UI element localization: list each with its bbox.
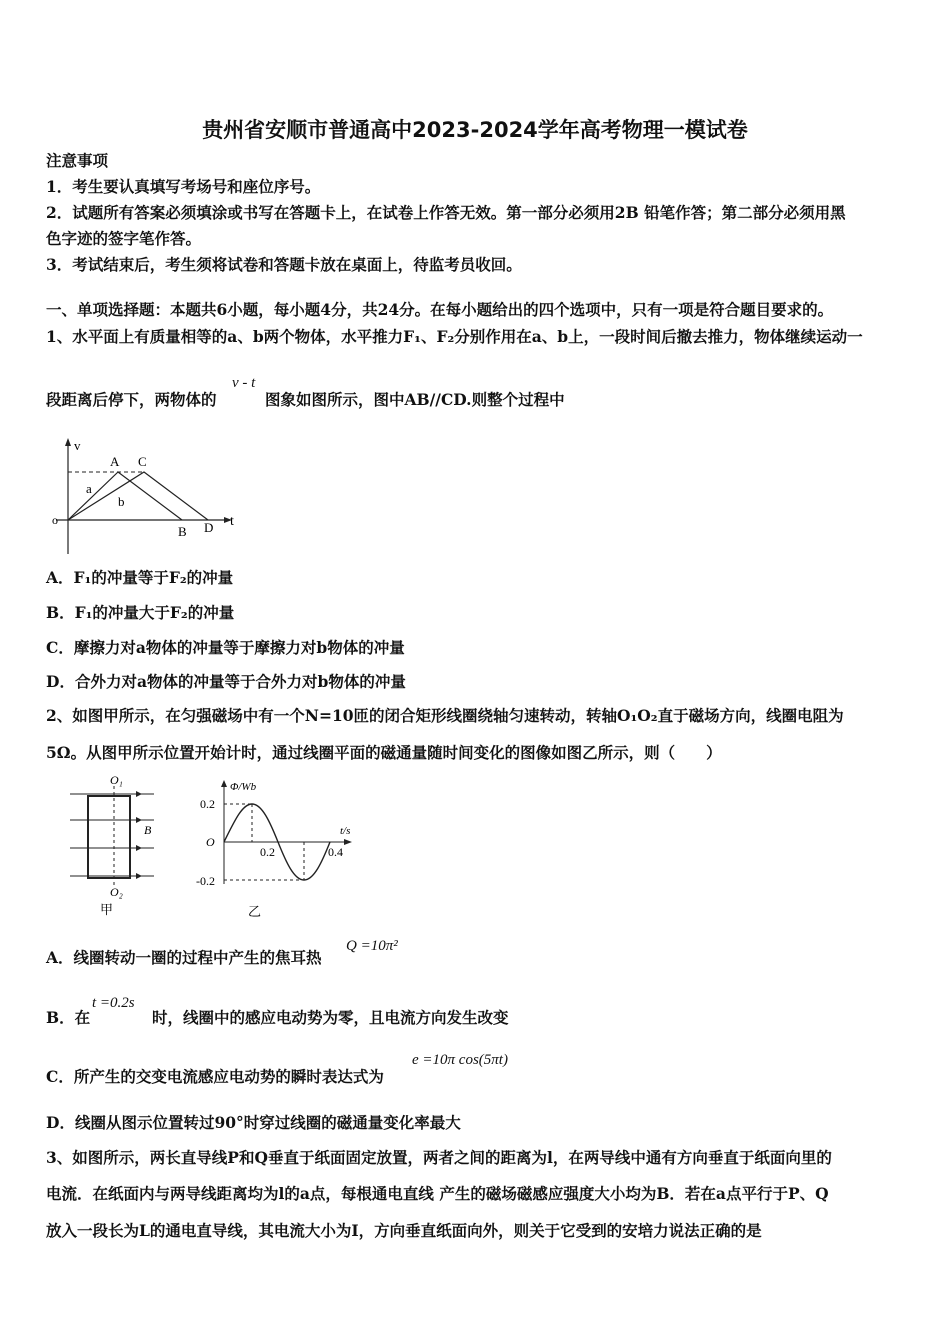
- q2-figure-yi: [196, 772, 366, 920]
- q2-jia-B: B: [144, 823, 152, 837]
- notice-item-3: 3．考试结束后，考生须将试卷和答题卡放在桌面上，待监考员收回。: [46, 255, 522, 274]
- q2-yi-ytick-pos: 0.2: [200, 797, 215, 811]
- q2-yi-xtick-2: 0.4: [328, 845, 343, 859]
- q1-point-D: D: [204, 520, 214, 535]
- page-title: 贵州省安顺市普通高中2023-2024学年高考物理一模试卷: [202, 118, 748, 142]
- q2-stem-line2: 5Ω。从图甲所示位置开始计时，通过线圈平面的磁通量随时间变化的图像如图乙所示，则（ ）: [46, 743, 722, 762]
- notice-heading: 注意事项: [46, 151, 109, 170]
- q1-point-A: A: [110, 454, 120, 469]
- q2-yi-caption: 乙: [248, 905, 262, 920]
- q3-stem-line2: 电流．在纸面内与两导线距离均为l的a点，每根通电直线 产生的磁场磁感应强度大小均为B．若在a点平行于P、Q: [46, 1184, 829, 1203]
- q1-option-c: C．摩擦力对a物体的冲量等于摩擦力对b物体的冲量: [46, 638, 405, 657]
- q1-stem-line2a: 段距离后停下，两物体的: [46, 390, 217, 409]
- q1-line-b: b: [118, 494, 125, 509]
- notice-item-2: 2．试题所有答案必须填涂或书写在答题卡上，在试卷上作答无效。第一部分必须用2B 铅笔作答；第二部分必须用黑: [46, 203, 846, 222]
- q2-option-a: A．线圈转动一圈的过程中产生的焦耳热: [46, 948, 322, 967]
- q2-yi-ylabel: Φ/Wb: [230, 781, 257, 793]
- q2-option-b-formula: t =0.2s: [92, 995, 135, 1011]
- q2-figure-jia: [62, 772, 172, 917]
- q1-point-B: B: [178, 524, 187, 539]
- q1-option-b: B．F₁的冲量大于F₂的冲量: [46, 603, 235, 622]
- notice-item-1: 1．考生要认真填写考场号和座位序号。: [46, 177, 321, 196]
- notice-item-2-cont: 色字迹的签字笔作答。: [46, 229, 202, 248]
- q2-option-c: C．所产生的交变电流感应电动势的瞬时表达式为: [46, 1067, 384, 1086]
- q1-option-a: A．F₁的冲量等于F₂的冲量: [46, 568, 234, 587]
- q2-option-d: D．线圈从图示位置转过90°时穿过线圈的磁通量变化率最大: [46, 1113, 461, 1132]
- q2-stem-line1: 2、如图甲所示，在匀强磁场中有一个N=10匝的闭合矩形线圈绕轴匀速转动，转轴O₁O₂直于磁场方向，线圈电阻为: [46, 706, 844, 725]
- q3-stem-line3: 放入一段长为L的通电直导线，其电流大小为I，方向垂直纸面向外，则关于它受到的安培力说法正确的是: [46, 1221, 762, 1240]
- q2-yi-ytick-neg: -0.2: [196, 874, 215, 888]
- q1-line-a: a: [86, 481, 92, 496]
- q1-stem-line2b: 图象如图所示，图中AB//CD.则整个过程中: [265, 390, 565, 409]
- q1-stem-line1: 1、水平面上有质量相等的a、b两个物体，水平推力F₁、F₂分别作用在a、b上，一段时间后撤去推力，物体继续运动一: [46, 327, 863, 346]
- q1-v-label: v: [74, 438, 81, 453]
- q1-t-label: t: [230, 514, 234, 529]
- q2-jia-O1: O₁: [110, 773, 123, 787]
- q1-origin-label: o: [52, 513, 58, 527]
- q2-yi-xtick-1: 0.2: [260, 845, 275, 859]
- q3-stem-line1: 3、如图所示，两长直导线P和Q垂直于纸面固定放置，两者之间的距离为l，在两导线中通有方向垂直于纸面向里的: [46, 1148, 832, 1167]
- q1-option-d: D．合外力对a物体的冲量等于合外力对b物体的冲量: [46, 672, 406, 691]
- q1-vt-graph: [48, 436, 248, 560]
- q2-yi-origin: O: [206, 835, 215, 849]
- q2-jia-caption: 甲: [100, 903, 114, 917]
- q2-option-c-formula: e =10π cos(5πt): [412, 1052, 508, 1068]
- q2-option-b-post: 时，线圈中的感应电动势为零，且电流方向发生改变: [152, 1008, 509, 1027]
- q1-formula-vt: v - t: [232, 375, 256, 391]
- q2-yi-xlabel: t/s: [340, 825, 351, 837]
- q2-jia-O2: O₂: [110, 885, 123, 899]
- q2-option-a-formula: Q =10π²: [346, 938, 398, 954]
- section-heading: 一、单项选择题：本题共6小题，每小题4分，共24分。在每小题给出的四个选项中，只有一项是符合题目要求的。: [46, 300, 834, 319]
- q1-point-C: C: [138, 454, 147, 469]
- q2-option-b-pre: B．在: [46, 1008, 91, 1027]
